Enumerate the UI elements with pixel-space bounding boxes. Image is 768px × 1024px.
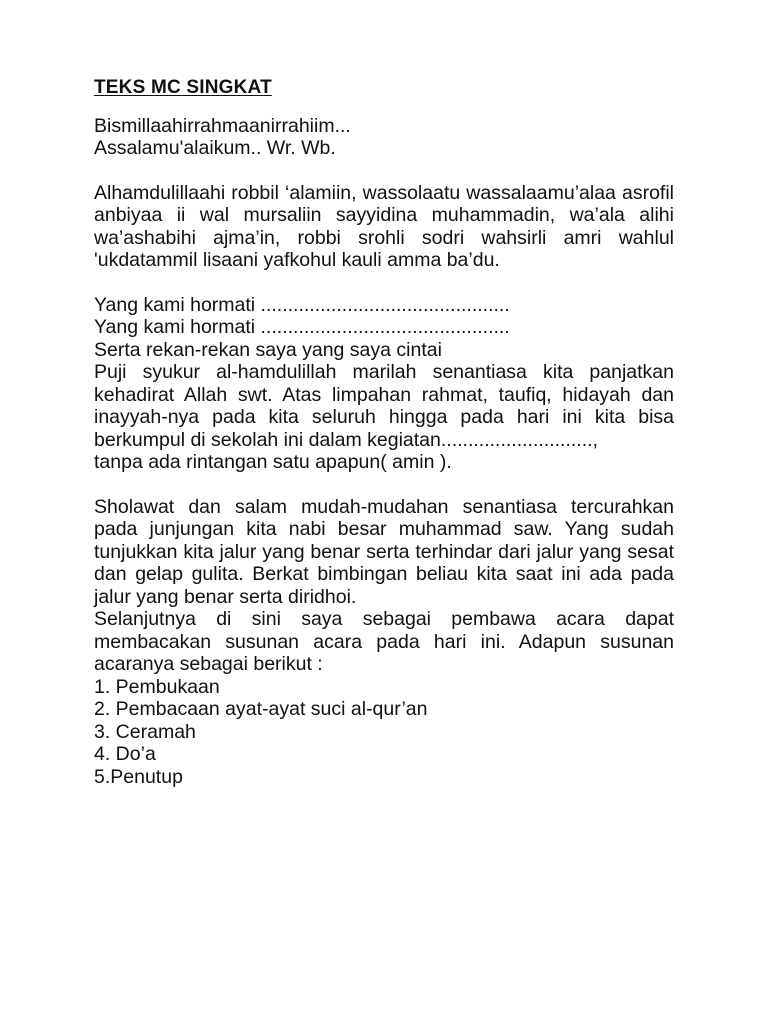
spacer xyxy=(94,160,674,182)
gratitude-paragraph: Puji syukur al-hamdulillah marilah senantiasa kita panjatkan kehadirat Allah swt. Atas limpahan rahmat, taufiq, hidayah dan inayyah-nya pada kita seluruh hingga pada hari ini kita bisa berkumpul di sekolah ini dalam kegiatan............................, xyxy=(94,361,674,451)
greeting-line: Yang kami hormati .............................................. xyxy=(94,293,510,316)
gratitude-last-line: tanpa ada rintangan satu apapun( amin ). xyxy=(94,451,452,473)
opening-line: Bismillaahirrahmaanirrahiim... xyxy=(94,114,351,137)
praise-paragraph: Alhamdulillaahi robbil ‘alamiin, wassolaatu wassalaamu’alaa asrofil anbiyaa ii wal mursaliin sayyidina muhammadin, wa’ala alihi wa’ashabihi ajma’in, robbi srohli sodri wahsirli amri wahlul 'ukdatammil lisaani yafkohul kauli amma ba’du. xyxy=(94,181,674,271)
spacer xyxy=(94,474,674,496)
greeting-line: Yang kami hormati .............................................. xyxy=(94,316,510,338)
agenda-intro: Selanjutnya di sini saya sebagai pembawa acara dapat membacakan susunan acara pada hari ini. Adapun susunan acaranya sebagai berikut : xyxy=(94,608,674,675)
spacer xyxy=(94,272,674,294)
agenda-item: 1. Pembukaan xyxy=(94,675,220,698)
greeting-line: Serta rekan-rekan saya yang saya cintai xyxy=(94,338,442,361)
opening-block xyxy=(94,115,674,160)
greetings-block xyxy=(94,294,674,362)
agenda-item: 2. Pembacaan ayat-ayat suci al-qur’an xyxy=(94,698,428,720)
document-title: TEKS MC SINGKAT xyxy=(94,77,272,98)
agenda-item: 4. Do’a xyxy=(94,743,156,765)
sholawat-paragraph: Sholawat dan salam mudah-mudahan senantiasa tercurahkan pada junjungan kita nabi besar muhammad saw. Yang sudah tunjukkan kita jalur yang benar serta terhindar dari jalur yang sesat dan gelap gulita. Berkat bimbingan beliau kita saat ini ada pada jalur yang benar serta diridhoi. xyxy=(94,495,674,608)
agenda-item: 3. Ceramah xyxy=(94,720,196,743)
opening-line: Assalamu'alaikum.. Wr. Wb. xyxy=(94,137,336,159)
document-page xyxy=(94,77,674,788)
agenda-list xyxy=(94,676,674,789)
agenda-item: 5.Penutup xyxy=(94,765,183,788)
